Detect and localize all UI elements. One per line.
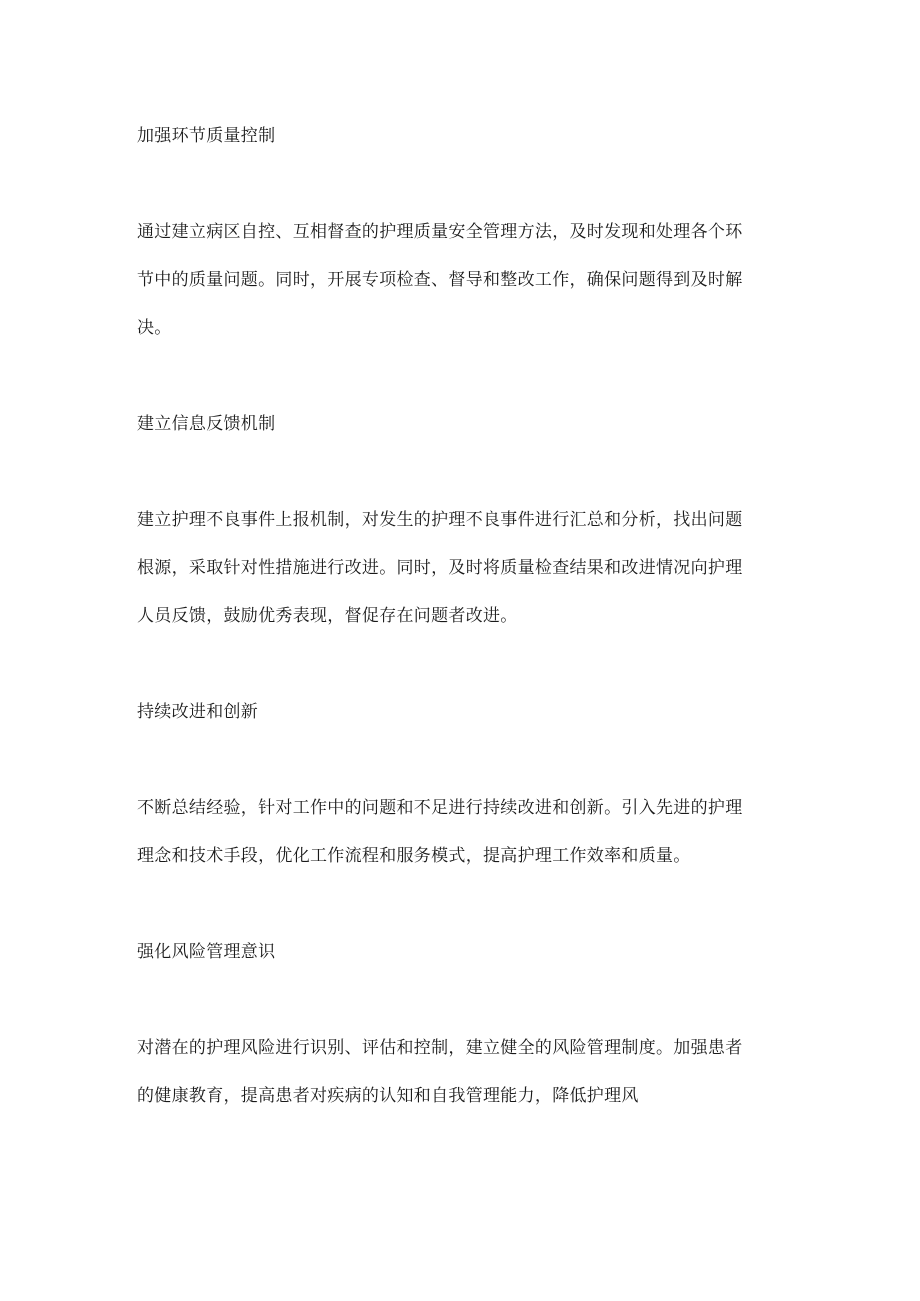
paragraph-line: 不断总结经验，针对工作中的问题和不足进行持续改进和创新。引入先进的护理 (137, 798, 743, 818)
section-heading: 建立信息反馈机制 (137, 414, 276, 434)
paragraph-line: 建立护理不良事件上报机制，对发生的护理不良事件进行汇总和分析，找出问题 (137, 510, 743, 530)
paragraph-line: 理念和技术手段，优化工作流程和服务模式，提高护理工作效率和质量。 (137, 846, 691, 866)
section-heading: 加强环节质量控制 (137, 126, 276, 146)
paragraph-line: 人员反馈，鼓励优秀表现，督促存在问题者改进。 (137, 606, 518, 626)
paragraph-line: 的健康教育，提高患者对疾病的认知和自我管理能力，降低护理风 (137, 1086, 639, 1106)
section-heading: 持续改进和创新 (137, 702, 259, 722)
paragraph-line: 通过建立病区自控、互相督查的护理质量安全管理方法，及时发现和处理各个环 (137, 222, 743, 242)
section-heading: 强化风险管理意识 (137, 942, 276, 962)
paragraph-line: 对潜在的护理风险进行识别、评估和控制，建立健全的风险管理制度。加强患者 (137, 1038, 743, 1058)
paragraph-line: 节中的质量问题。同时，开展专项检查、督导和整改工作，确保问题得到及时解 (137, 270, 743, 290)
paragraph-line: 决。 (137, 318, 172, 338)
paragraph-line: 根源，采取针对性措施进行改进。同时，及时将质量检查结果和改进情况向护理 (137, 558, 743, 578)
